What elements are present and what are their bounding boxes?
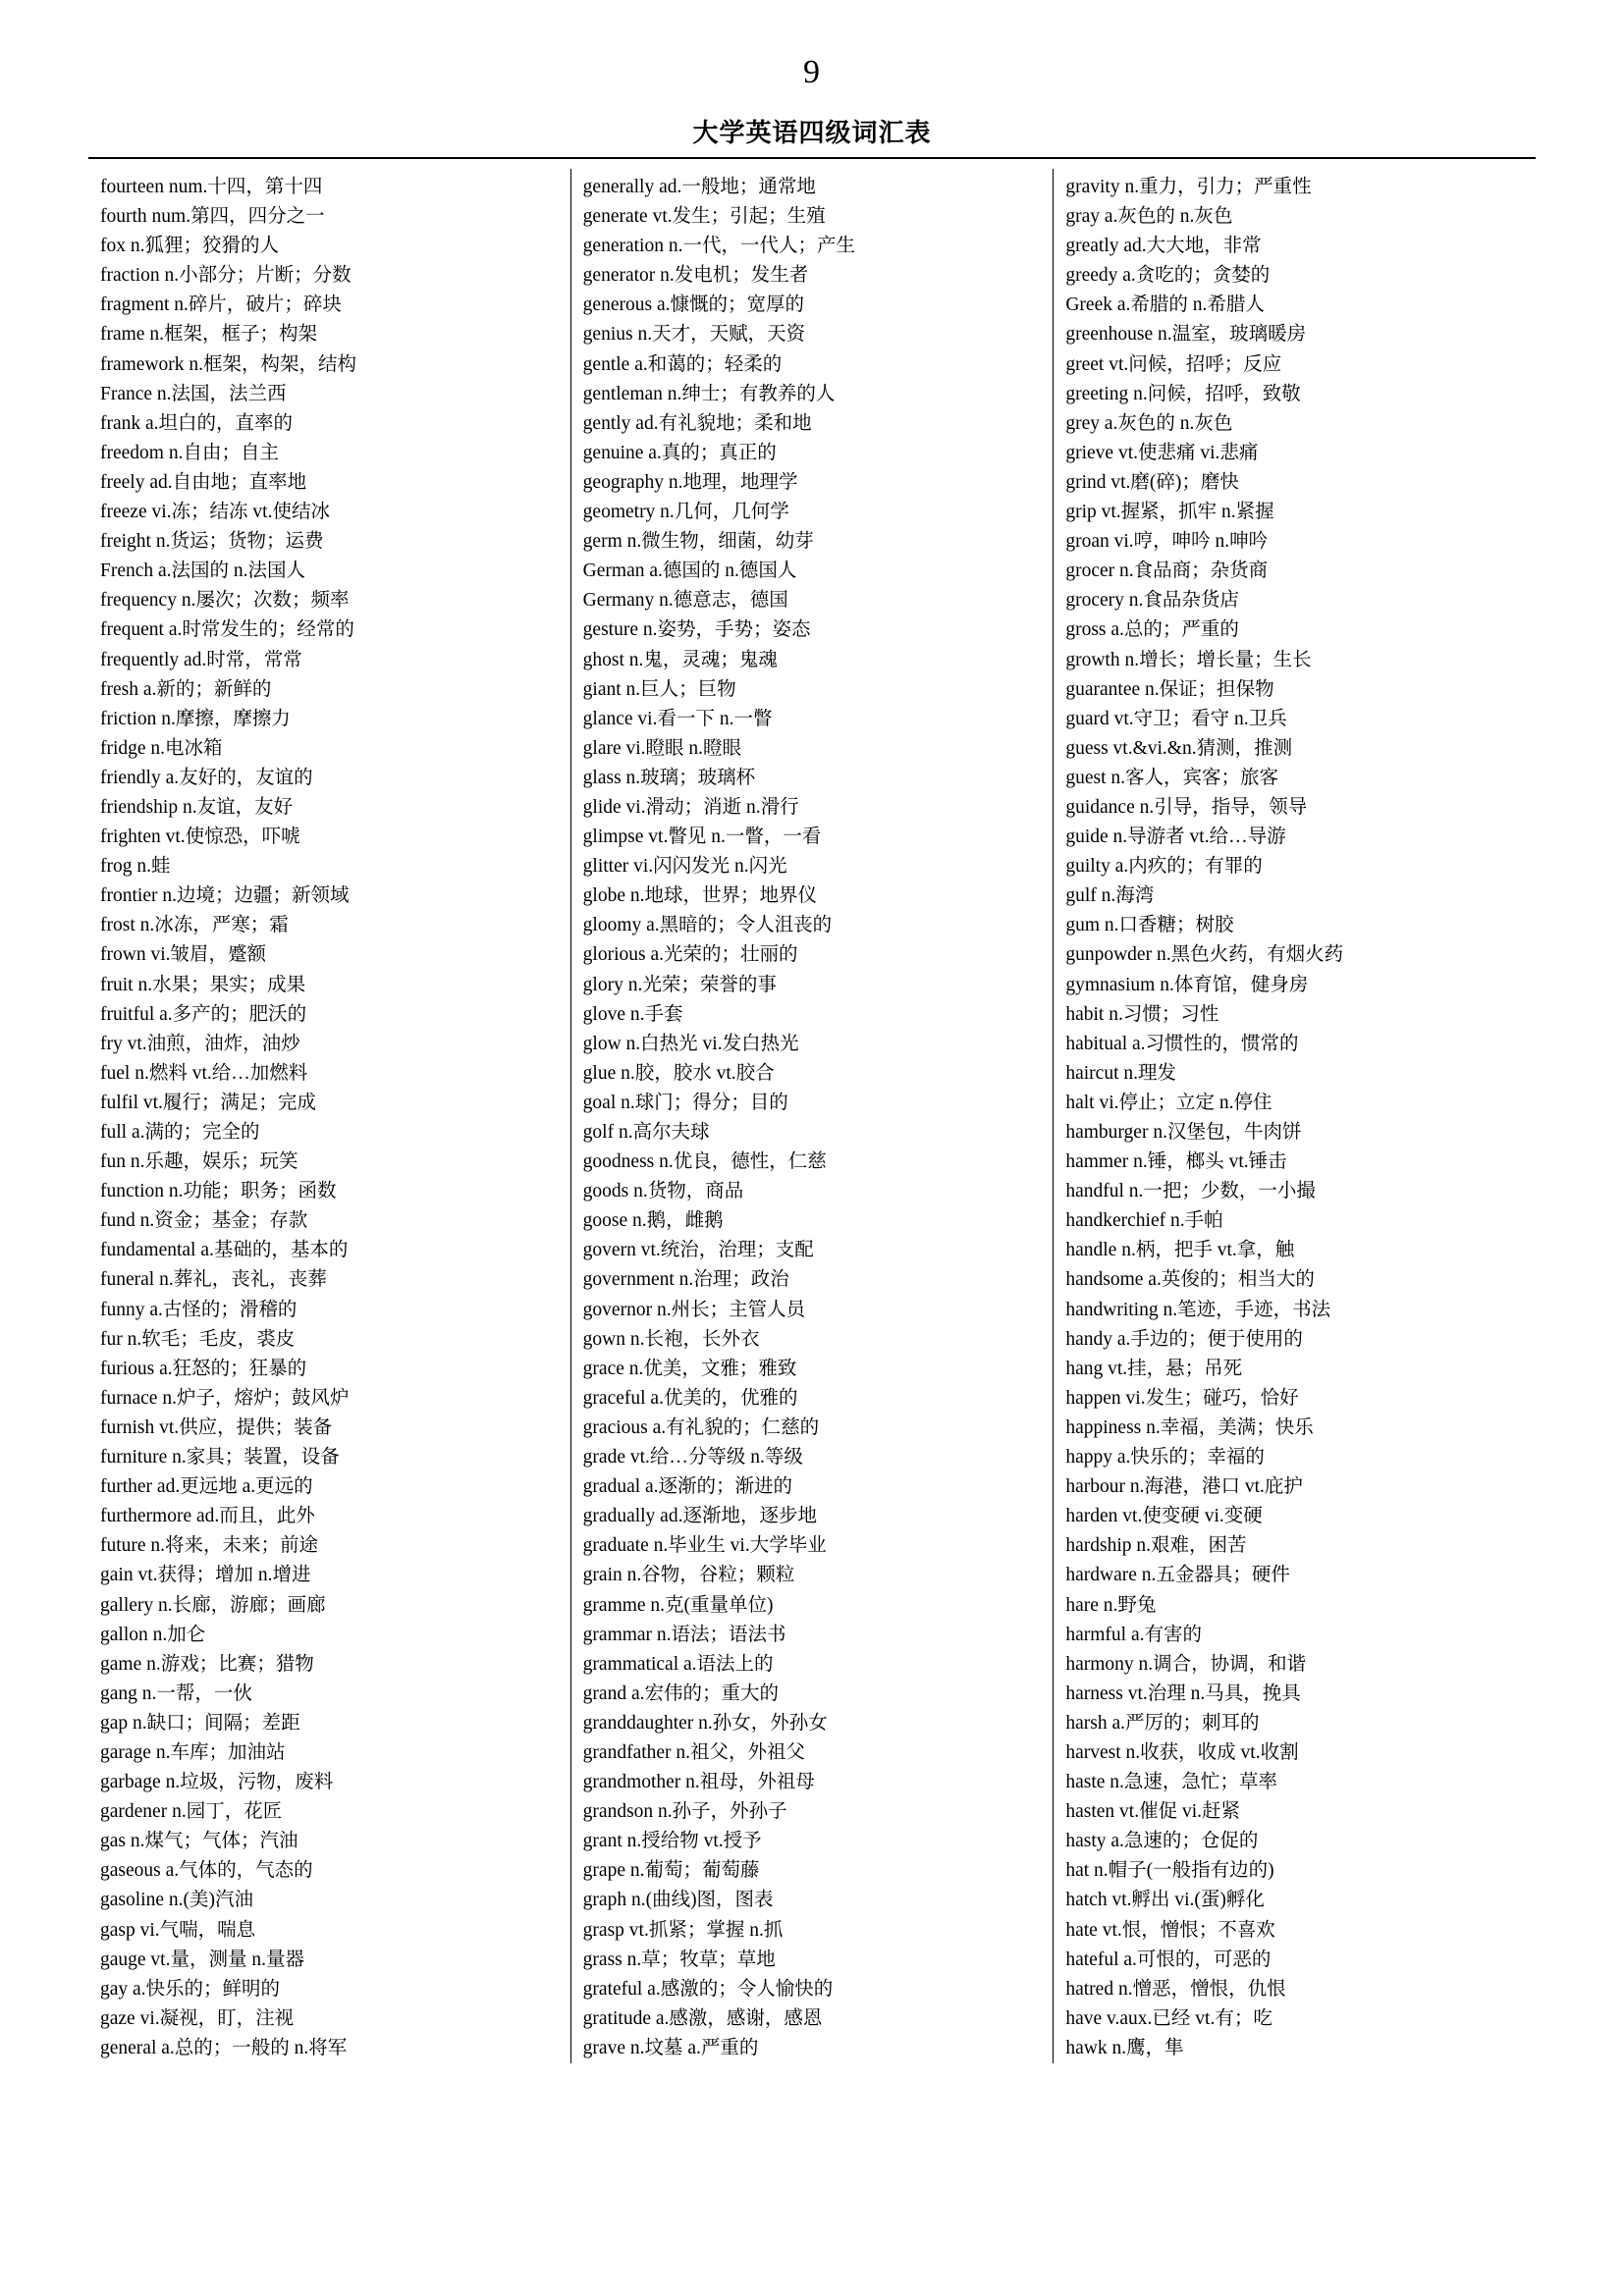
vocabulary-entry: govern vt.统治，治理；支配 bbox=[582, 1240, 814, 1261]
vocabulary-entry: gauge vt.量，测量 n.量器 bbox=[100, 1949, 304, 1970]
vocabulary-entry: gasp vi.气喘，喘息 bbox=[100, 1919, 256, 1941]
vocabulary-entry: happiness n.幸福，美满；快乐 bbox=[1065, 1416, 1314, 1438]
vocabulary-entry: grey a.灰色的 n.灰色 bbox=[1065, 412, 1233, 434]
vocabulary-entry: handful n.一把；少数，一小撮 bbox=[1065, 1181, 1316, 1202]
vocabulary-entry: gesture n.姿势，手势；姿态 bbox=[582, 619, 811, 641]
vocabulary-entry: gratitude a.感激，感谢，感恩 bbox=[582, 2007, 823, 2029]
vocabulary-entry: frequent a.时常发生的；经常的 bbox=[100, 619, 354, 641]
vocabulary-entry: funny a.古怪的；滑稽的 bbox=[100, 1299, 298, 1320]
vocabulary-entry: grain n.谷物，谷粒；颗粒 bbox=[582, 1565, 795, 1586]
vocabulary-entry: grieve vt.使悲痛 vi.悲痛 bbox=[1065, 442, 1259, 463]
vocabulary-entry: framework n.框架，构架，结构 bbox=[100, 353, 357, 375]
vocabulary-entry: greenhouse n.温室，玻璃暖房 bbox=[1065, 324, 1307, 346]
vocabulary-entry: generally ad.一般地；通常地 bbox=[582, 177, 816, 197]
vocabulary-entry: genius n.天才，天赋，天资 bbox=[582, 324, 806, 346]
vocabulary-entry: habit n.习惯；习性 bbox=[1065, 1003, 1219, 1025]
vocabulary-entry: frank a.坦白的，直率的 bbox=[100, 412, 294, 434]
vocabulary-entry: frost n.冰冻，严寒；霜 bbox=[100, 915, 289, 936]
vocabulary-entry: guarantee n.保证；担保物 bbox=[1065, 678, 1274, 700]
vocabulary-entry: grant n.授给物 vt.授予 bbox=[582, 1831, 762, 1852]
vocabulary-entry: gentle a.和蔼的；轻柔的 bbox=[582, 353, 783, 375]
vocabulary-entry: French a.法国的 n.法国人 bbox=[100, 561, 306, 582]
vocabulary-entry: gulf n.海湾 bbox=[1065, 885, 1155, 907]
vocabulary-entry: gradual a.逐渐的；渐进的 bbox=[582, 1476, 793, 1498]
vocabulary-entry: frequently ad.时常，常常 bbox=[100, 649, 302, 670]
vocabulary-entry: fruit n.水果；果实；成果 bbox=[100, 974, 306, 995]
vocabulary-entry: fund n.资金；基金；存款 bbox=[100, 1210, 308, 1232]
vocabulary-entry: glimpse vt.瞥见 n.一瞥，一看 bbox=[582, 827, 822, 848]
vocabulary-column-3 bbox=[1053, 169, 1536, 2063]
vocabulary-entry: hatred n.憎恶，憎恨，仇恨 bbox=[1065, 1978, 1286, 2000]
vocabulary-entry: furious a.狂怒的；狂暴的 bbox=[100, 1358, 307, 1379]
vocabulary-entry: happy a.快乐的；幸福的 bbox=[1065, 1447, 1265, 1468]
vocabulary-entry: governor n.州长；主管人员 bbox=[582, 1299, 806, 1320]
vocabulary-entry: harmful a.有害的 bbox=[1065, 1624, 1202, 1645]
vocabulary-entry: glare vi.瞪眼 n.瞪眼 bbox=[582, 737, 742, 759]
vocabulary-entry: fuel n.燃料 vt.给…加燃料 bbox=[100, 1062, 308, 1084]
vocabulary-entry: glide vi.滑动；消逝 n.滑行 bbox=[582, 796, 799, 818]
vocabulary-entry: guest n.客人，宾客；旅客 bbox=[1065, 767, 1279, 788]
vocabulary-entry: hawk n.鹰，隼 bbox=[1065, 2037, 1184, 2058]
vocabulary-entry: gray a.灰色的 n.灰色 bbox=[1065, 206, 1233, 228]
vocabulary-entry: generation n.一代，一代人；产生 bbox=[582, 236, 855, 257]
vocabulary-entry: hang vt.挂，悬；吊死 bbox=[1065, 1358, 1243, 1379]
vocabulary-entry: furnace n.炉子，熔炉；鼓风炉 bbox=[100, 1387, 350, 1409]
vocabulary-entry: graduate n.毕业生 vi.大学毕业 bbox=[582, 1535, 827, 1557]
vocabulary-entry: function n.功能；职务；函数 bbox=[100, 1181, 337, 1202]
vocabulary-entry: freedom n.自由；自主 bbox=[100, 442, 279, 463]
vocabulary-entry: fur n.软毛；毛皮，裘皮 bbox=[100, 1328, 296, 1350]
vocabulary-entry: gravity n.重力，引力；严重性 bbox=[1065, 177, 1312, 197]
vocabulary-entry: groan vi.哼，呻吟 n.呻吟 bbox=[1065, 531, 1269, 553]
vocabulary-entry: greedy a.贪吃的；贪婪的 bbox=[1065, 265, 1271, 287]
vocabulary-entry: harsh a.严厉的；刺耳的 bbox=[1065, 1712, 1260, 1734]
vocabulary-entry: giant n.巨人；巨物 bbox=[582, 678, 736, 700]
vocabulary-entry: grandmother n.祖母，外祖母 bbox=[582, 1772, 815, 1793]
vocabulary-entry: freight n.货运；货物；运费 bbox=[100, 531, 324, 553]
vocabulary-entry: friction n.摩擦，摩擦力 bbox=[100, 708, 291, 729]
vocabulary-entry: hateful a.可恨的，可恶的 bbox=[1065, 1949, 1272, 1970]
vocabulary-columns bbox=[88, 169, 1536, 2063]
vocabulary-entry: greeting n.问候，招呼，致敬 bbox=[1065, 383, 1301, 404]
vocabulary-entry: handwriting n.笔迹，手迹，书法 bbox=[1065, 1299, 1331, 1320]
vocabulary-entry: guard vt.守卫；看守 n.卫兵 bbox=[1065, 708, 1287, 729]
vocabulary-entry: fridge n.电冰箱 bbox=[100, 737, 223, 759]
vocabulary-entry: hardware n.五金器具；硬件 bbox=[1065, 1565, 1290, 1586]
vocabulary-entry: grass n.草；牧草；草地 bbox=[582, 1949, 776, 1970]
vocabulary-entry: gas n.煤气；气体；汽油 bbox=[100, 1831, 298, 1852]
vocabulary-entry: grand a.宏伟的；重大的 bbox=[582, 1682, 779, 1704]
vocabulary-entry: grave n.坟墓 a.严重的 bbox=[582, 2037, 759, 2058]
vocabulary-entry: genuine a.真的；真正的 bbox=[582, 442, 777, 463]
vocabulary-entry: hat n.帽子(一般指有边的) bbox=[1065, 1860, 1274, 1882]
vocabulary-entry: gap n.缺口；间隔；差距 bbox=[100, 1712, 300, 1734]
vocabulary-entry: grace n.优美，文雅；雅致 bbox=[582, 1358, 797, 1379]
vocabulary-entry: gaseous a.气体的，气态的 bbox=[100, 1860, 313, 1882]
vocabulary-entry: gain vt.获得；增加 n.增进 bbox=[100, 1565, 311, 1586]
vocabulary-entry: geography n.地理，地理学 bbox=[582, 471, 798, 493]
vocabulary-entry: graph n.(曲线)图，图表 bbox=[582, 1890, 774, 1911]
vocabulary-entry: game n.游戏；比赛；猎物 bbox=[100, 1653, 314, 1675]
vocabulary-entry: glue n.胶，胶水 vt.胶合 bbox=[582, 1062, 775, 1084]
vocabulary-entry: fourteen num.十四，第十四 bbox=[100, 177, 323, 197]
title-divider bbox=[88, 157, 1536, 159]
vocabulary-entry: hatch vt.孵出 vi.(蛋)孵化 bbox=[1065, 1890, 1265, 1911]
vocabulary-entry: guide n.导游者 vt.给…导游 bbox=[1065, 827, 1286, 848]
vocabulary-entry: German a.德国的 n.德国人 bbox=[582, 561, 797, 582]
vocabulary-entry: fourth num.第四，四分之一 bbox=[100, 206, 325, 228]
vocabulary-entry: guilty a.内疚的；有罪的 bbox=[1065, 856, 1263, 878]
vocabulary-entry: haircut n.理发 bbox=[1065, 1062, 1176, 1084]
vocabulary-column-2 bbox=[570, 169, 1054, 2063]
page-number: 9 bbox=[803, 54, 821, 90]
vocabulary-entry: furnish vt.供应，提供；装备 bbox=[100, 1416, 333, 1438]
vocabulary-entry: grasp vt.抓紧；掌握 n.抓 bbox=[582, 1919, 784, 1941]
vocabulary-entry: have v.aux.已经 vt.有；吃 bbox=[1065, 2007, 1272, 2029]
vocabulary-entry: guidance n.引导，指导，领导 bbox=[1065, 796, 1308, 818]
vocabulary-entry: fun n.乐趣，娱乐；玩笑 bbox=[100, 1151, 298, 1173]
vocabulary-entry: grammar n.语法；语法书 bbox=[582, 1624, 786, 1645]
vocabulary-entry: gum n.口香糖；树胶 bbox=[1065, 915, 1234, 936]
vocabulary-entry: geometry n.几何，几何学 bbox=[582, 502, 789, 523]
vocabulary-entry: goodness n.优良，德性，仁慈 bbox=[582, 1151, 827, 1173]
vocabulary-entry: gymnasium n.体育馆，健身房 bbox=[1065, 974, 1309, 995]
page-title: 大学英语四级词汇表 bbox=[692, 119, 932, 148]
vocabulary-entry: gardener n.园丁，花匠 bbox=[100, 1801, 283, 1823]
vocabulary-entry: gloomy a.黑暗的；令人沮丧的 bbox=[582, 915, 833, 936]
vocabulary-entry: gentleman n.绅士；有教养的人 bbox=[582, 383, 836, 404]
vocabulary-entry: grammatical a.语法上的 bbox=[582, 1653, 774, 1675]
vocabulary-entry: Greek a.希腊的 n.希腊人 bbox=[1065, 294, 1265, 316]
vocabulary-entry: Germany n.德意志，德国 bbox=[582, 590, 788, 612]
vocabulary-entry: hamburger n.汉堡包，牛肉饼 bbox=[1065, 1122, 1302, 1143]
vocabulary-entry: grape n.葡萄；葡萄藤 bbox=[582, 1860, 760, 1882]
vocabulary-entry: glorious a.光荣的；壮丽的 bbox=[582, 944, 798, 966]
vocabulary-entry: full a.满的；完全的 bbox=[100, 1122, 260, 1143]
vocabulary-entry: greet vt.问候，招呼；反应 bbox=[1065, 353, 1282, 375]
vocabulary-entry: ghost n.鬼，灵魂；鬼魂 bbox=[582, 649, 778, 670]
vocabulary-entry: glow n.白热光 vi.发白热光 bbox=[582, 1033, 799, 1054]
vocabulary-entry: further ad.更远地 a.更远的 bbox=[100, 1476, 313, 1498]
vocabulary-entry: fry vt.油煎，油炸，油炒 bbox=[100, 1033, 300, 1054]
vocabulary-entry: hasten vt.催促 vi.赶紧 bbox=[1065, 1801, 1240, 1823]
vocabulary-entry: frontier n.边境；边疆；新领域 bbox=[100, 885, 350, 907]
vocabulary-entry: grandfather n.祖父，外祖父 bbox=[582, 1741, 806, 1763]
vocabulary-entry: guess vt.&vi.&n.猜测，推测 bbox=[1065, 737, 1293, 759]
vocabulary-entry: frame n.框架，框子；构架 bbox=[100, 324, 317, 346]
vocabulary-entry: general a.总的；一般的 n.将军 bbox=[100, 2037, 348, 2058]
vocabulary-entry: glitter vi.闪闪发光 n.闪光 bbox=[582, 856, 787, 878]
vocabulary-entry: garbage n.垃圾，污物，废料 bbox=[100, 1772, 334, 1793]
vocabulary-entry: government n.治理；政治 bbox=[582, 1269, 789, 1291]
vocabulary-entry: golf n.高尔夫球 bbox=[582, 1122, 710, 1143]
vocabulary-entry: glance vi.看一下 n.一瞥 bbox=[582, 708, 773, 729]
vocabulary-entry: fragment n.碎片，破片；碎块 bbox=[100, 294, 342, 316]
vocabulary-entry: generate vt.发生；引起；生殖 bbox=[582, 206, 826, 228]
vocabulary-entry: glory n.光荣；荣誉的事 bbox=[582, 974, 777, 995]
vocabulary-entry: frog n.蛙 bbox=[100, 856, 171, 878]
vocabulary-entry: harness vt.治理 n.马具，挽具 bbox=[1065, 1682, 1301, 1704]
vocabulary-entry: hardship n.艰难，困苦 bbox=[1065, 1535, 1247, 1557]
vocabulary-entry: handsome a.英俊的；相当大的 bbox=[1065, 1269, 1315, 1291]
vocabulary-entry: fulfil vt.履行；满足；完成 bbox=[100, 1092, 316, 1113]
vocabulary-entry: goal n.球门；得分；目的 bbox=[582, 1092, 788, 1113]
vocabulary-entry: garage n.车库；加油站 bbox=[100, 1741, 286, 1763]
vocabulary-entry: gunpowder n.黑色火药，有烟火药 bbox=[1065, 944, 1344, 966]
vocabulary-entry: freely ad.自由地；直率地 bbox=[100, 471, 307, 493]
vocabulary-entry: grocer n.食品商；杂货商 bbox=[1065, 561, 1269, 582]
vocabulary-entry: future n.将来，未来；前途 bbox=[100, 1535, 319, 1557]
vocabulary-entry: frequency n.屡次；次数；频率 bbox=[100, 590, 350, 612]
vocabulary-entry: fruitful a.多产的；肥沃的 bbox=[100, 1003, 307, 1025]
vocabulary-entry: gasoline n.(美)汽油 bbox=[100, 1890, 253, 1911]
vocabulary-entry: germ n.微生物，细菌，幼芽 bbox=[582, 531, 814, 553]
vocabulary-entry: fraction n.小部分；片断；分数 bbox=[100, 265, 352, 287]
vocabulary-entry: funeral n.葬礼，丧礼，丧葬 bbox=[100, 1269, 327, 1291]
vocabulary-entry: France n.法国，法兰西 bbox=[100, 383, 287, 404]
vocabulary-entry: handy a.手边的；便于使用的 bbox=[1065, 1328, 1303, 1350]
vocabulary-entry: handle n.柄，把手 vt.拿，触 bbox=[1065, 1240, 1295, 1261]
vocabulary-entry: gramme n.克(重量单位) bbox=[582, 1594, 774, 1616]
vocabulary-entry: happen vi.发生；碰巧，恰好 bbox=[1065, 1387, 1299, 1409]
vocabulary-entry: freeze vi.冻；结冻 vt.使结冰 bbox=[100, 502, 330, 523]
vocabulary-entry: granddaughter n.孙女，外孙女 bbox=[582, 1712, 828, 1734]
vocabulary-entry: frighten vt.使惊恐，吓唬 bbox=[100, 827, 300, 848]
vocabulary-entry: gown n.长袍，长外衣 bbox=[582, 1328, 760, 1350]
vocabulary-entry: furthermore ad.而且，此外 bbox=[100, 1506, 315, 1527]
vocabulary-entry: gently ad.有礼貌地；柔和地 bbox=[582, 412, 812, 434]
vocabulary-entry: globe n.地球，世界；地界仪 bbox=[582, 885, 817, 907]
vocabulary-entry: gay a.快乐的；鲜明的 bbox=[100, 1978, 281, 2000]
vocabulary-entry: gallon n.加仑 bbox=[100, 1624, 206, 1645]
vocabulary-entry: gang n.一帮，一伙 bbox=[100, 1682, 252, 1704]
vocabulary-entry: harden vt.使变硬 vi.变硬 bbox=[1065, 1506, 1263, 1527]
vocabulary-entry: handkerchief n.手帕 bbox=[1065, 1210, 1223, 1232]
vocabulary-entry: halt vi.停止；立定 n.停住 bbox=[1065, 1092, 1272, 1113]
vocabulary-entry: grip vt.握紧，抓牢 n.紧握 bbox=[1065, 502, 1274, 523]
vocabulary-entry: harvest n.收获，收成 vt.收割 bbox=[1065, 1741, 1299, 1763]
vocabulary-entry: grateful a.感激的；令人愉快的 bbox=[582, 1978, 834, 2000]
vocabulary-column-1 bbox=[88, 169, 570, 2063]
vocabulary-entry: frown vi.皱眉，蹙额 bbox=[100, 944, 266, 966]
vocabulary-entry: grocery n.食品杂货店 bbox=[1065, 590, 1239, 612]
vocabulary-entry: gallery n.长廊，游廊；画廊 bbox=[100, 1594, 326, 1616]
vocabulary-entry: grandson n.孙子，外孙子 bbox=[582, 1801, 787, 1823]
vocabulary-entry: goods n.货物，商品 bbox=[582, 1181, 744, 1202]
vocabulary-entry: glove n.手套 bbox=[582, 1003, 683, 1025]
vocabulary-entry: grade vt.给…分等级 n.等级 bbox=[582, 1447, 803, 1468]
vocabulary-entry: growth n.增长；增长量；生长 bbox=[1065, 649, 1312, 670]
vocabulary-entry: goose n.鹅，雌鹅 bbox=[582, 1210, 724, 1232]
vocabulary-entry: haste n.急速，急忙；草率 bbox=[1065, 1772, 1277, 1793]
vocabulary-entry: gross a.总的；严重的 bbox=[1065, 619, 1239, 641]
vocabulary-entry: hasty a.急速的；仓促的 bbox=[1065, 1831, 1259, 1852]
vocabulary-entry: habitual a.习惯性的，惯常的 bbox=[1065, 1033, 1299, 1054]
vocabulary-entry: hammer n.锤，榔头 vt.锤击 bbox=[1065, 1151, 1287, 1173]
vocabulary-entry: gaze vi.凝视，盯，注视 bbox=[100, 2007, 295, 2029]
vocabulary-entry: harbour n.海港，港口 vt.庇护 bbox=[1065, 1476, 1303, 1498]
vocabulary-entry: friendship n.友谊，友好 bbox=[100, 796, 294, 818]
vocabulary-entry: greatly ad.大大地，非常 bbox=[1065, 236, 1262, 257]
vocabulary-entry: generator n.发电机；发生者 bbox=[582, 265, 809, 287]
vocabulary-entry: hare n.野兔 bbox=[1065, 1594, 1157, 1616]
vocabulary-entry: harmony n.调合，协调，和谐 bbox=[1065, 1653, 1307, 1675]
vocabulary-entry: friendly a.友好的，友谊的 bbox=[100, 767, 313, 788]
vocabulary-entry: furniture n.家具；装置，设备 bbox=[100, 1447, 340, 1468]
vocabulary-entry: gradually ad.逐渐地，逐步地 bbox=[582, 1506, 817, 1527]
vocabulary-entry: fox n.狐狸；狡猾的人 bbox=[100, 236, 279, 257]
vocabulary-entry: grind vt.磨(碎)；磨快 bbox=[1065, 471, 1239, 493]
vocabulary-entry: graceful a.优美的，优雅的 bbox=[582, 1387, 798, 1409]
vocabulary-entry: generous a.慷慨的；宽厚的 bbox=[582, 294, 804, 316]
vocabulary-entry: gracious a.有礼貌的；仁慈的 bbox=[582, 1416, 820, 1438]
vocabulary-entry: fundamental a.基础的，基本的 bbox=[100, 1240, 349, 1261]
vocabulary-entry: fresh a.新的；新鲜的 bbox=[100, 678, 272, 700]
vocabulary-entry: hate vt.恨，憎恨；不喜欢 bbox=[1065, 1919, 1275, 1941]
vocabulary-entry: glass n.玻璃；玻璃杯 bbox=[582, 767, 756, 788]
